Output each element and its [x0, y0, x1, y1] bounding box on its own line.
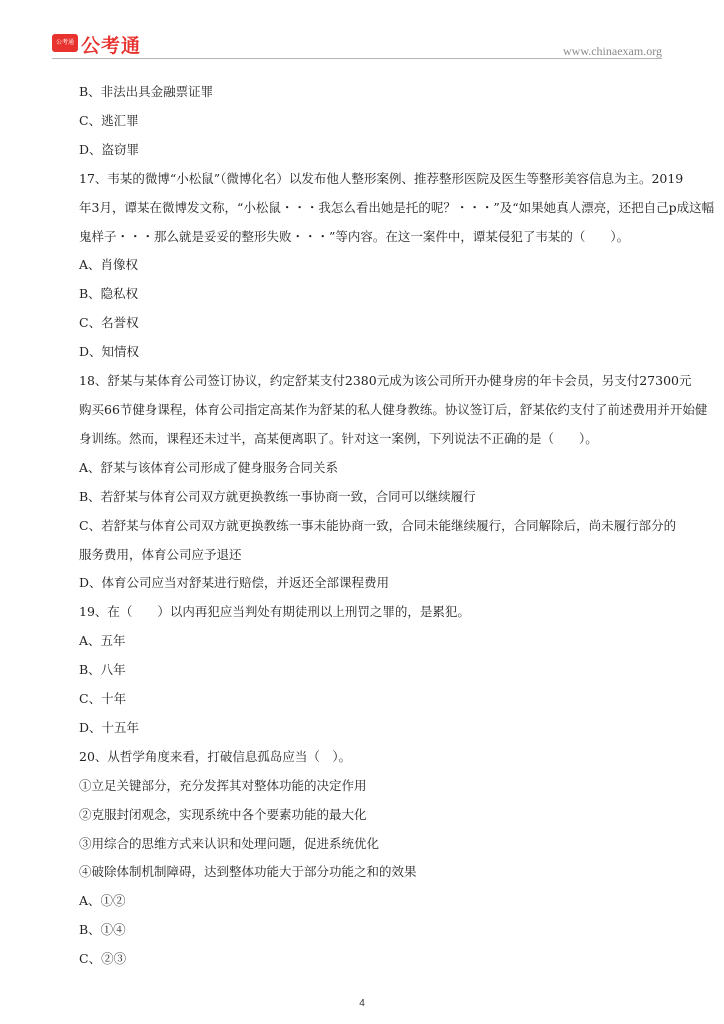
- option-line: D、十五年: [79, 719, 140, 735]
- option-line: A、五年: [79, 633, 126, 649]
- document-body: [79, 78, 715, 974]
- question-17-line: 17、韦某的微博“小松鼠”（微博化名）以发布他人整形案例、推荐整形医院及医生等整形美容信息为主。2019: [79, 170, 684, 186]
- page-number: 4: [359, 998, 365, 1009]
- page-header: [0, 0, 724, 62]
- option-line: C、名誉权: [79, 315, 139, 331]
- option-line: B、若舒某与体育公司双方就更换教练一事协商一致，合同可以继续履行: [79, 488, 476, 504]
- option-line: C、②③: [79, 951, 127, 967]
- statement-line: ③用综合的思维方式来认识和处理问题，促进系统优化: [79, 835, 380, 851]
- logo-badge: 公考通: [52, 34, 78, 52]
- question-17-line: 鬼样子・・・那么就是妥妥的整形失败・・・”等内容。在这一案件中，谭某侵犯了韦某的（ ）。: [79, 228, 630, 244]
- option-line: B、八年: [79, 662, 126, 678]
- site-url[interactable]: www.chinaexam.org: [563, 44, 662, 58]
- option-line: A、舒某与该体育公司形成了健身服务合同关系: [79, 459, 339, 475]
- option-line: A、肖像权: [79, 257, 139, 273]
- statement-line: ④破除体制机制障碍，达到整体功能大于部分功能之和的效果: [79, 864, 417, 880]
- header-divider: [52, 58, 662, 59]
- logo-text: 公考通: [81, 35, 142, 57]
- statement-line: ②克服封闭观念，实现系统中各个要素功能的最大化: [79, 806, 367, 822]
- option-line: D、盗窃罪: [79, 141, 140, 157]
- question-20-line: 20、从哲学角度来看，打破信息孤岛应当（ ）。: [79, 748, 352, 764]
- option-line: D、体育公司应当对舒某进行赔偿，并返还全部课程费用: [79, 575, 390, 591]
- question-18-line: 18、舒某与某体育公司签订协议，约定舒某支付2380元成为该公司所开办健身房的年卡会员，另支付27300元: [79, 373, 692, 389]
- option-line: 服务费用，体育公司应予退还: [79, 546, 242, 562]
- question-19-line: 19、在（ ）以内再犯应当判处有期徒刑以上刑罚之罪的，是累犯。: [79, 604, 470, 620]
- option-line: C、逃汇罪: [79, 112, 139, 128]
- statement-line: ①立足关键部分，充分发挥其对整体功能的决定作用: [79, 777, 367, 793]
- option-line: D、知情权: [79, 344, 140, 360]
- question-18-line: 身训练。然而，课程还未过半，高某便离职了。针对这一案例，下列说法不正确的是（ ）。: [79, 430, 598, 446]
- question-17-line: 年3月，谭某在微博发文称，“小松鼠・・・我怎么看出她是托的呢？・・・”及“如果她真人漂亮，还把自己p成这幅: [79, 199, 715, 215]
- option-line: C、若舒某与体育公司双方就更换教练一事未能协商一致，合同未能继续履行，合同解除后，尚未履行部分的: [79, 517, 677, 533]
- question-18-line: 购买66节健身课程，体育公司指定高某作为舒某的私人健身教练。协议签订后，舒某依约支付了前述费用并开始健: [79, 401, 708, 417]
- option-line: A、①②: [79, 893, 126, 909]
- option-line: C、十年: [79, 691, 127, 707]
- option-line: B、非法出具金融票证罪: [79, 84, 214, 99]
- option-line: B、隐私权: [79, 286, 139, 302]
- option-line: B、①④: [79, 922, 126, 938]
